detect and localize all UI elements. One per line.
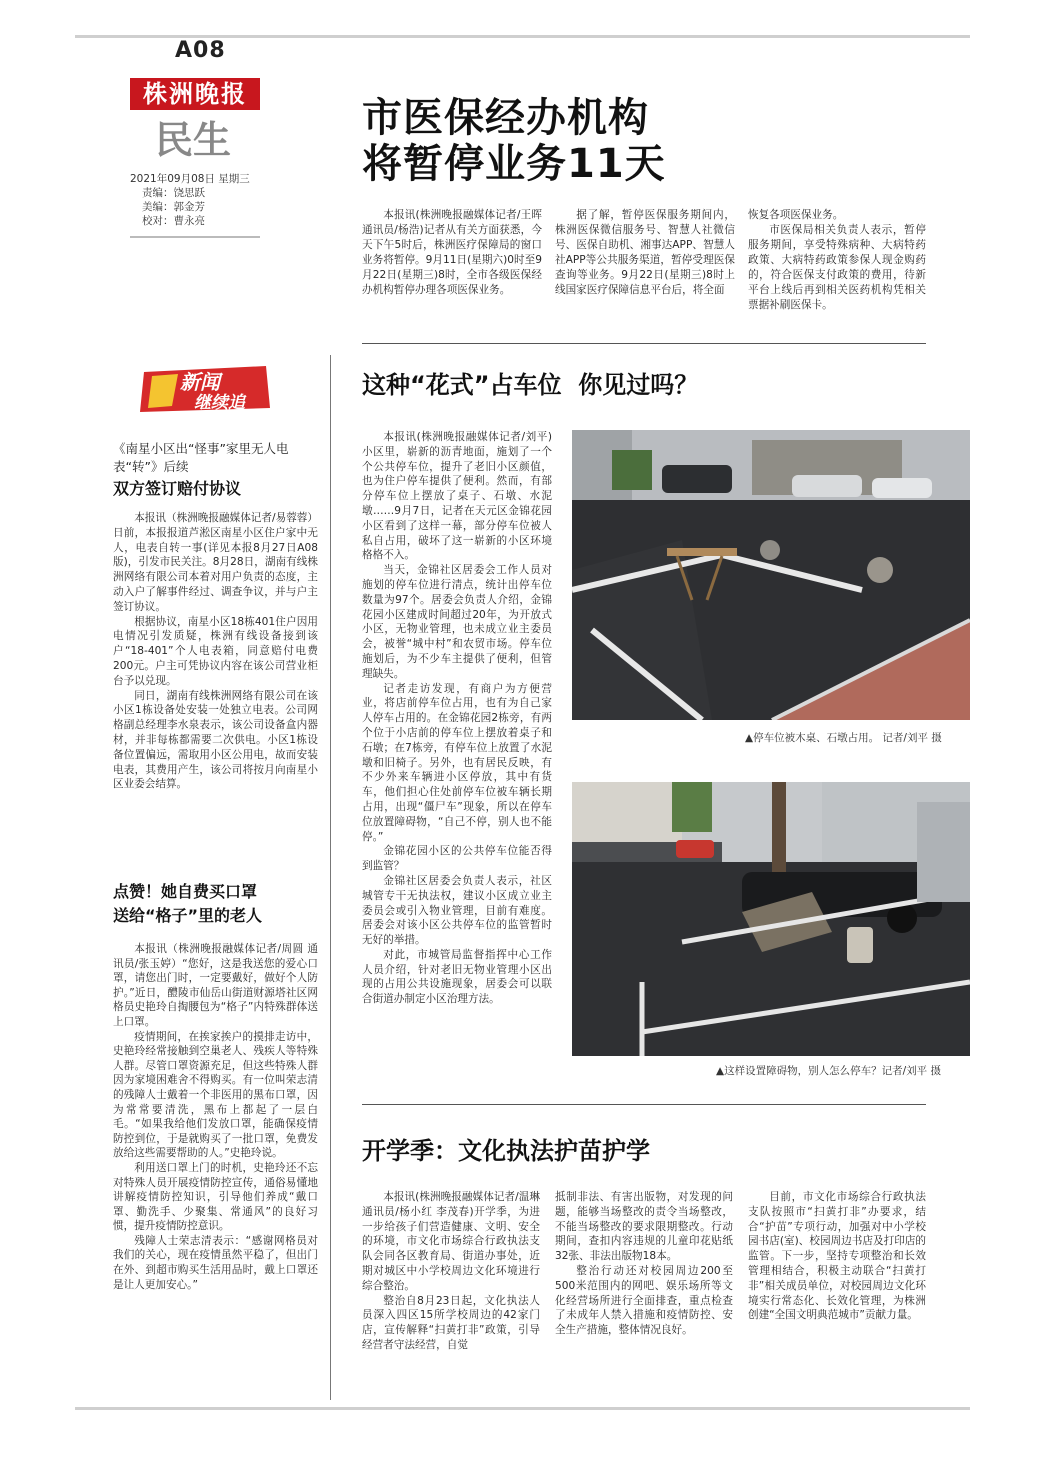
paragraph: 整治自8月23日起，文化执法人员深入四区15所学校周边的42家门店，宣传解释“扫黄打非”政策，引导经营者守法经营，自觉 <box>362 1294 540 1351</box>
paragraph: 本报讯（株洲晚报融媒体记者/易蓉蓉）日前，本报报道芦淞区南星小区住户家中无人，电表自转一事(详见本报8月27日A08版)，引发市民关注。8月28日，湖南有线株洲网络有限公司本着对用户负责的态度，主动入户了解事件经过、调查争议，并与户主签订协议。 <box>113 512 318 613</box>
article1-title-line1: 市医保经办机构 <box>362 95 649 141</box>
paragraph: 疫情期间，在挨家挨户的摸排走访中，史艳玲经常接触到空巢老人、残疾人等特殊人群。尽管口罩资源充足，但这些特殊人群因为家境困难舍不得购买。有一位叫荣志清的残障人士戴着一个非医用的黑布口罩，因为常常要清洗，黑布上都起了一层白毛。“如果我给他们发放口罩，能确保疫情防控到位，于是就购买了一批口罩，免费发放给这些需要帮助的人。”史艳玲说。 <box>113 1030 318 1160</box>
paragraph: 恢复各项医保业务。 <box>748 209 844 221</box>
issue-info <box>130 172 250 228</box>
page-number: A08 <box>175 38 226 63</box>
masthead-rule <box>130 236 260 238</box>
parking-photo-2 <box>572 782 970 1056</box>
followup-badge <box>138 362 272 416</box>
paragraph: 抵制非法、有害出版物，对发现的问题，能够当场整改的责令当场整改，不能当场整改的要求限期整改。行动期间，查扣内容违规的儿童印花贴纸32张、非法出版物18本。 <box>555 1191 733 1263</box>
sidebar1-title: 双方签订赔付协议 <box>113 479 242 498</box>
paragraph: 本报讯(株洲晚报融媒体记者/温琳 通讯员/杨小红 李茂春)开学季，为进一步给孩子们营造健康、文明、安全的环境，市文化市场综合行政执法支队会同各区教育局、街道办事处，近期对城区中小学校周边文化环境进行综合整治。 <box>362 1191 540 1292</box>
article1-title-line2: 将暂停业务11天 <box>362 141 666 187</box>
paragraph: 据了解，暂停医保服务期间内，株洲医保微信服务号、智慧人社微信号、医保自助机、湘事达APP、智慧人社APP等公共服务渠道，暂停受理医保查询等业务。9月22日(星期三)8时上线国家医疗保障信息平台后，将全面 <box>555 209 735 296</box>
paragraph: 本报讯(株洲晚报融媒体记者/刘平)小区里，崭新的沥青地面，施划了一个个公共停车位，提升了老旧小区颜值，也为住户停车提供了便利。然而，有部分停车位上摆放了桌子、石墩、水泥墩……9月7日，记者在天元区金锦花园小区看到了这样一幕，部分停车位被人私自占用，破坏了这一崭新的小区环境格格不入。 <box>362 431 552 562</box>
sidebar1-body <box>113 511 318 792</box>
sidebar1-kicker: 《南星小区出“怪事”家里无人电表“转”》后续 <box>113 441 289 474</box>
article2-title: 这种“花式”占车位 你见过吗？ <box>362 371 699 399</box>
photo1-caption: ▲停车位被木桌、石墩占用。 记者/刘平 摄 <box>745 732 942 744</box>
photo2-caption: ▲这样设置障碍物，别人怎么停车？记者/刘平 摄 <box>716 1065 941 1077</box>
paragraph: 对此，市城管局监督指挥中心工作人员介绍，针对老旧无物业管理小区出现的占用公共设施现象，居委会可以联合街道办制定小区治理方法。 <box>362 948 552 1006</box>
bottom-rule <box>75 1407 970 1410</box>
article1-col2 <box>555 208 735 298</box>
paragraph: 残障人士荣志清表示：“感谢网格员对我们的关心，现在疫情虽然平稳了，但出门在外、到超市购买生活用品时，戴上口罩还是让人更加安心。” <box>113 1234 318 1291</box>
sidebar2-body <box>113 942 318 1292</box>
paragraph: 金锦花园小区的公共停车位能否得到监管？ <box>362 845 552 873</box>
sidebar2-title-line1: 点赞！她自费买口罩 <box>113 882 258 901</box>
paragraph: 本报讯(株洲晚报融媒体记者/王晖 通讯员/杨浩)记者从有关方面获悉，今天下午5时后，株洲医疗保障局的窗口业务将暂停。9月11日(星期六)0时至9月22日(星期三)8时，全市各级医保经办机构暂停办理各项医保业务。 <box>362 209 542 296</box>
badge-line1: 新闻 <box>180 370 220 394</box>
paragraph: 同日，湖南有线株洲网络有限公司在该小区1栋设备处安装一处独立电表。公司网格副总经理李水泉表示，该公司设备盒内器材，并非每栋都需要二次供电。小区1栋设备位置偏远，需取用小区公用电，故而安装电表，其费用产生，该公司将按月向南星小区业委会结算。 <box>113 689 318 791</box>
paragraph: 记者走访发现，有商户为方便营业，将店前停车位占用，也有为自己家人停车占用的。在金锦花园2栋旁，有两个位于小店前的停车位上摆放着桌子和石墩；在7栋旁，有停车位上放置了水泥墩和旧椅子。另外，也有居民反映，有不少外来车辆进小区停放，其中有货车，他们担心住处前停车位被车辆长期占用，出现“僵尸车”现象，所以在停车位放置障碍物，“自己不停，别人也不能停。” <box>362 682 552 843</box>
column-divider <box>330 355 331 1400</box>
parking-photo-1 <box>572 430 970 720</box>
section-name: 民生 <box>155 117 232 162</box>
article3-col3 <box>748 1190 926 1323</box>
paragraph: 当天，金锦社区居委会工作人员对施划的停车位进行清点，统计出停车位数量为97个。居委会负责人介绍，金锦花园小区建成时间超过20年，为开放式小区，无物业管理，也未成立业主委员会，被誉“城中村”和农贸市场。停车位施划后，为不少车主提供了便利，但管理缺失。 <box>362 564 552 680</box>
article1-col1 <box>362 208 542 298</box>
article3-col2 <box>555 1190 733 1338</box>
paragraph: 本报讯（株洲晚报融媒体记者/周圆 通讯员/张玉婷）“您好，这是我送您的爱心口罩，请您出门时，一定要戴好，做好个人防护。”近日，醴陵市仙岳山街道财源塔社区网格员史艳玲自掏腰包为“格子”内特殊群体送上口罩。 <box>113 943 318 1028</box>
article3-col1 <box>362 1190 540 1353</box>
proof-credit: 校对：曹永亮 <box>142 215 205 227</box>
editor-credit: 责编：饶思跃 <box>142 187 205 199</box>
paragraph: 根据协议，南星小区18栋401住户因用电情况引发质疑，株洲有线设备接到该户“18-401”个人电表箱，同意赔付电费200元。户主可凭协议内容在该公司营业柜台予以兑现。 <box>113 615 318 687</box>
sidebar2-title-line2: 送给“格子”里的老人 <box>113 906 263 925</box>
issue-date: 2021年09月08日 星期三 <box>130 173 250 185</box>
sidebar2-title <box>113 880 262 928</box>
article1-divider <box>362 343 926 344</box>
parking-scene-1 <box>572 430 970 720</box>
paragraph: 金锦社区居委会负责人表示，社区城管专干无执法权，建议小区成立业主委员会或引入物业管理，目前有难度。居委会对该小区公共停车位的监管暂时无好的举措。 <box>362 874 552 947</box>
paragraph: 利用送口罩上门的时机，史艳玲还不忘对特殊人员开展疫情防控宣传，通俗易懂地讲解疫情防控知识，引导他们养成“戴口罩、勤洗手、少聚集、常通风”的良好习惯，提升疫情防控意识。 <box>113 1161 318 1233</box>
article3-divider <box>362 1104 926 1105</box>
article2-body <box>362 430 552 1007</box>
article3-title: 开学季：文化执法护苗护学 <box>362 1137 650 1165</box>
article1-col3 <box>748 208 926 313</box>
article1-title <box>362 95 666 187</box>
art-editor-credit: 美编：郭金芳 <box>142 201 205 213</box>
parking-scene-2 <box>572 782 970 1056</box>
paragraph: 目前，市文化市场综合行政执法支队按照市“扫黄打非”办要求，结合“护苗”专项行动，加强对中小学校园书店(室)、校园周边书店及打印店的监管。下一步，坚持专项整治和长效管理相结合，积极主动联合“扫黄打非”相关成员单位，对校园周边文化环境实行常态化、长效化管理，为株洲创建“全国文明典范城市”贡献力量。 <box>748 1191 926 1322</box>
paragraph: 整治行动还对校园周边200至500米范围内的网吧、娱乐场所等文化经营场所进行全面排查，重点检查了未成年人禁入措施和疫情防控、安全生产措施，整体情况良好。 <box>555 1264 733 1337</box>
paragraph: 市医保局相关负责人表示，暂停服务期间，享受特殊病种、大病特药政策、大病特药政策参保人现金购药的，符合医保支付政策的费用，待新平台上线后再到相关医药机构凭相关票据补刷医保卡。 <box>748 224 926 311</box>
paper-logo: 株洲晚报 <box>130 78 260 110</box>
badge-line2: 继续追 <box>194 393 245 413</box>
